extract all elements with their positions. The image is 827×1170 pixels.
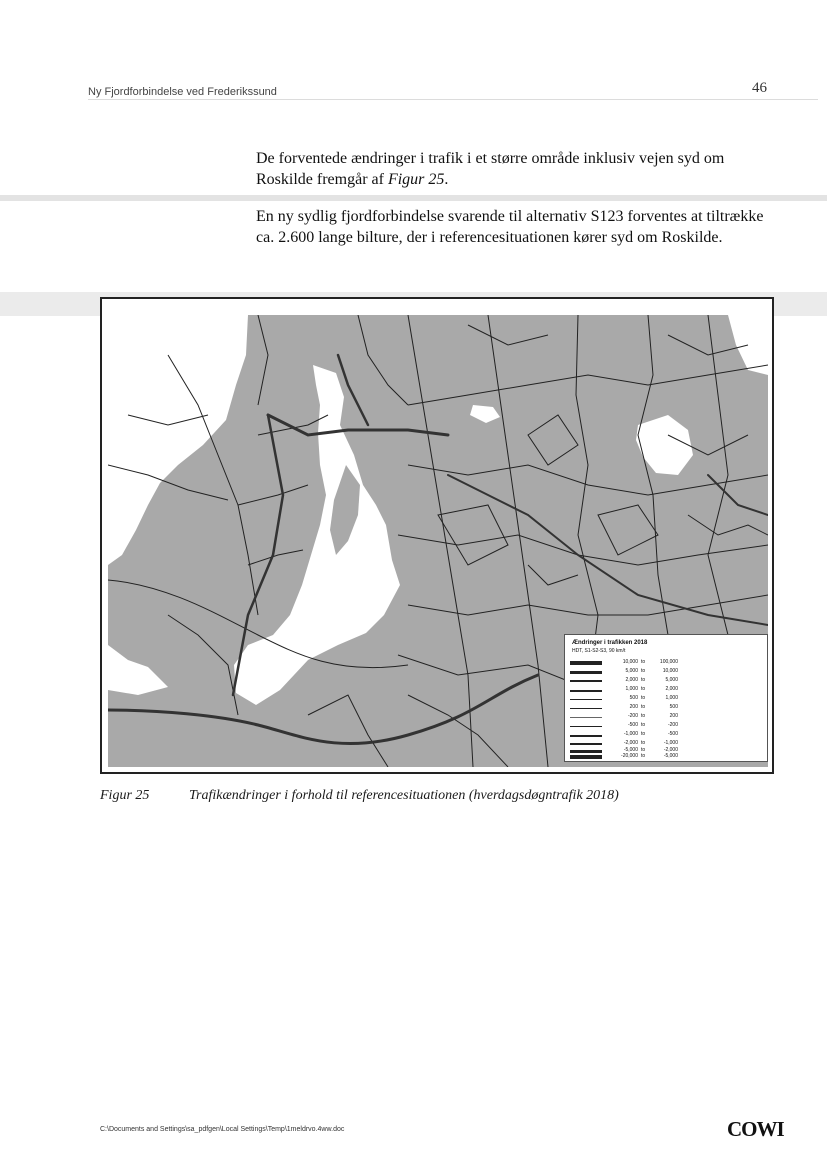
legend-to-word: to [641, 747, 646, 753]
legend-to: 10,000 [662, 668, 678, 674]
legend-from: 5,000 [625, 668, 638, 674]
legend-row [570, 722, 760, 731]
legend-to-word: to [641, 659, 646, 665]
legend-from: -500 [627, 722, 638, 728]
legend-title: Ændringer i trafikken 2018 [572, 640, 648, 646]
legend-to-word: to [641, 713, 646, 719]
legend-row [570, 686, 760, 695]
legend-line-swatch [570, 755, 602, 759]
scan-band [0, 195, 827, 201]
legend-line-swatch [570, 735, 602, 737]
legend-to-word: to [641, 731, 646, 737]
paragraph-1-text: De forventede ændringer i trafik i et større område inklusiv vejen syd om Roskilde fremgår af [256, 150, 725, 188]
legend-line-swatch [570, 708, 602, 709]
legend-line-swatch [570, 699, 602, 700]
running-header-title: Ny Fjordforbindelse ved Frederikssund [88, 86, 277, 98]
legend-line-swatch [570, 743, 602, 745]
legend-from: 2,000 [625, 677, 638, 683]
legend-from: -1,000 [623, 731, 638, 737]
legend-to: -500 [667, 731, 678, 737]
legend-to: 100,000 [659, 659, 678, 665]
legend-row [570, 753, 760, 762]
figure-caption: Trafikændringer i forhold til referencesituationen (hverdagsdøgntrafik 2018) [189, 788, 619, 803]
legend-row [570, 731, 760, 740]
cowi-logo: COWI [727, 1117, 784, 1141]
body-paragraph-2: En ny sydlig fjordforbindelse svarende til alternativ S123 forventes at tiltrække ca. 2.600 lange bilture, der i referencesituationen kører syd om Roskilde. [256, 208, 764, 246]
legend-line-swatch [570, 717, 602, 718]
legend-to: 5,000 [665, 677, 678, 683]
legend-from: 500 [629, 695, 638, 701]
body-paragraph-1 [256, 148, 776, 190]
legend-to: -1,000 [663, 740, 678, 746]
legend-from: -20,000 [621, 753, 638, 759]
legend-to-word: to [641, 677, 646, 683]
legend-line-swatch [570, 671, 602, 674]
legend-to: -2,000 [663, 747, 678, 753]
legend-line-swatch [570, 690, 602, 692]
legend-from: -200 [627, 713, 638, 719]
figure-label: Figur 25 [100, 788, 150, 803]
traffic-change-map [100, 297, 774, 774]
legend-to-word: to [641, 695, 646, 701]
legend-from: 10,000 [622, 659, 638, 665]
footer-file-path: C:\Documents and Settings\sa_pdfgen\Local Settings\Temp\1meldrvo.4ww.doc [100, 1126, 345, 1133]
legend-row [570, 713, 760, 722]
legend-line-swatch [570, 726, 602, 727]
legend-to-word: to [641, 686, 646, 692]
legend-row [570, 704, 760, 713]
legend-to: -200 [667, 722, 678, 728]
legend-line-swatch [570, 661, 602, 665]
legend-to: 200 [669, 713, 678, 719]
legend-to-word: to [641, 722, 646, 728]
legend-to: 2,000 [665, 686, 678, 692]
legend-from: 1,000 [625, 686, 638, 692]
legend-to-word: to [641, 668, 646, 674]
legend-to: 500 [669, 704, 678, 710]
legend-row [570, 677, 760, 686]
legend-to: 1,000 [665, 695, 678, 701]
map-legend [564, 634, 768, 762]
legend-to-word: to [641, 704, 646, 710]
legend-to-word: to [641, 753, 646, 759]
legend-row [570, 668, 760, 677]
figure-reference: Figur 25 [387, 171, 445, 188]
legend-row [570, 659, 760, 668]
legend-from: -2,000 [623, 740, 638, 746]
legend-line-swatch [570, 680, 602, 682]
header-rule [88, 99, 818, 100]
legend-subtitle: HDT, S1-S2-S3, 90 km/t [572, 648, 626, 654]
legend-row [570, 695, 760, 704]
legend-to: -5,000 [663, 753, 678, 759]
legend-to-word: to [641, 740, 646, 746]
page-number: 46 [752, 80, 767, 96]
legend-from: -5,000 [623, 747, 638, 753]
paragraph-1-end: . [444, 171, 449, 188]
legend-from: 200 [629, 704, 638, 710]
